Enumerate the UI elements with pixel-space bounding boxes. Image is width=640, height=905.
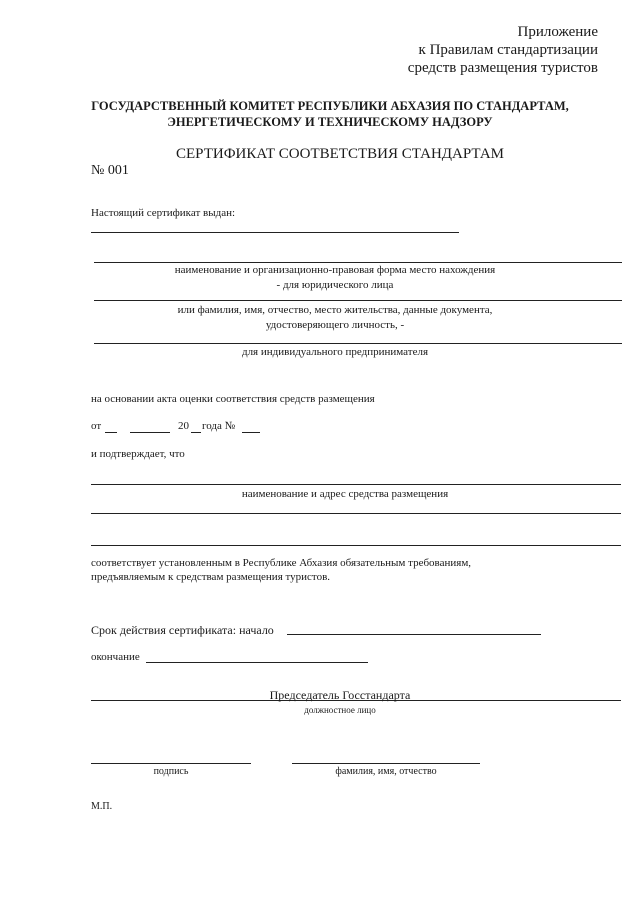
- date-day-field[interactable]: [105, 432, 117, 433]
- signature-line[interactable]: [91, 763, 251, 764]
- date-year-label: 20: [178, 420, 189, 432]
- compliance-line-1: соответствует установленным в Республике Абхазия обязательным требованиям,: [91, 557, 472, 569]
- position-caption: должностное лицо: [304, 705, 376, 715]
- caption-legal-entity-2: - для юридического лица: [276, 279, 394, 291]
- facility-line-2[interactable]: [91, 513, 621, 514]
- date-month-field[interactable]: [130, 432, 170, 433]
- appendix-line-1: Приложение: [517, 24, 598, 40]
- issued-to-line-2[interactable]: [94, 262, 622, 263]
- stamp-placeholder: М.П.: [91, 801, 113, 812]
- validity-end-label: окончание: [91, 651, 140, 663]
- date-year-field[interactable]: [191, 432, 201, 433]
- confirms-text: и подтверждает, что: [91, 448, 185, 460]
- full-name-line[interactable]: [292, 763, 480, 764]
- certificate-title: СЕРТИФИКАТ СООТВЕТСТВИЯ СТАНДАРТАМ: [176, 146, 504, 162]
- validity-start-label: Срок действия сертификата: начало: [91, 623, 274, 637]
- issued-to-label: Настоящий сертификат выдан:: [91, 207, 236, 219]
- basis-text: на основании акта оценки соответствия средств размещения: [91, 393, 375, 405]
- validity-end-field[interactable]: [146, 662, 368, 663]
- act-number-field[interactable]: [242, 432, 260, 433]
- committee-heading-line-1: ГОСУДАРСТВЕННЫЙ КОМИТЕТ РЕСПУБЛИКИ АБХАЗИЯ ПО СТАНДАРТАМ,: [91, 99, 569, 113]
- caption-legal-entity-1: наименование и организационно-правовая форма место нахождения: [174, 264, 496, 276]
- committee-heading-line-2: ЭНЕРГЕТИЧЕСКОМУ И ТЕХНИЧЕСКОМУ НАДЗОРУ: [167, 115, 493, 129]
- date-from-label: от: [91, 420, 102, 432]
- facility-caption: наименование и адрес средства размещения: [241, 488, 449, 500]
- facility-line-3[interactable]: [91, 545, 621, 546]
- issued-to-line-1[interactable]: [91, 232, 459, 233]
- full-name-caption: фамилия, имя, отчество: [335, 766, 437, 777]
- issued-to-line-4[interactable]: [94, 343, 622, 344]
- validity-start-field[interactable]: [287, 634, 541, 635]
- issued-to-line-3[interactable]: [94, 300, 622, 301]
- certificate-number: № 001: [91, 163, 129, 178]
- compliance-line-2: предъявляемым к средствам размещения туристов.: [91, 571, 331, 583]
- chairman-title: Председатель Госстандарта: [269, 688, 411, 702]
- caption-entrepreneur: для индивидуального предпринимателя: [241, 346, 429, 358]
- date-suffix-label: года №: [202, 420, 236, 432]
- caption-individual-2: удостоверяющего личность, -: [265, 319, 405, 331]
- caption-individual-1: или фамилия, имя, отчество, место жительства, данные документа,: [177, 304, 493, 316]
- signature-caption: подпись: [153, 766, 189, 777]
- appendix-line-3: средств размещения туристов: [407, 60, 598, 76]
- appendix-line-2: к Правилам стандартизации: [418, 42, 598, 58]
- facility-line-1[interactable]: [91, 484, 621, 485]
